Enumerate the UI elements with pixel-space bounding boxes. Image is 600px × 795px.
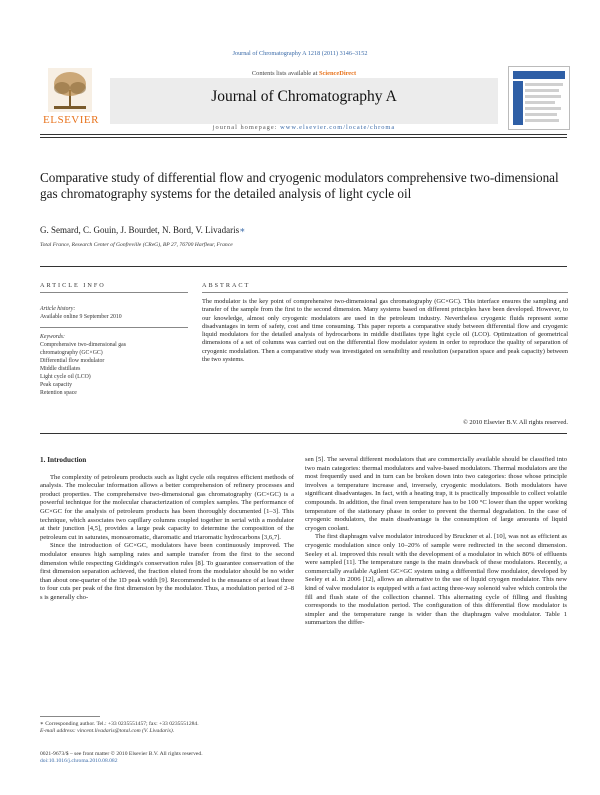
section-heading-introduction: 1. Introduction (40, 456, 87, 464)
header-divider (40, 134, 567, 135)
publisher-name: ELSEVIER (43, 114, 99, 126)
body-paragraph: Since the introduction of GC×GC, modulators have been continuously improved. The modulator ensures high sampling rates and sample transfer from the first to the second dimension while respecting Giddings's conservation rules [8]. To guarantee conservation of the first dimension separation achieved, the fraction eluted from the modulator should be no wider than about one-quarter of the 1D peak width [9]. Recommended is the ensuance of at least three to four cuts per peak of the first dimension by the modulator. Thus, a modulation period of 2–8 s is generally cho- (40, 542, 294, 601)
cover-title-bar (513, 71, 565, 79)
footnote (40, 721, 294, 735)
keyword-item: Middle distillates (40, 365, 81, 372)
article-info-rule (40, 292, 188, 293)
abstract-rule (202, 292, 568, 293)
doi-link[interactable]: doi:10.1016/j.chroma.2010.08.082 (40, 758, 118, 765)
elsevier-tree-icon (48, 68, 92, 112)
header-divider-thin (40, 137, 567, 138)
issn-block (40, 751, 294, 765)
abstract-text: The modulator is the key point of comprehensive two-dimensional gas chromatography (GC×GC). This interface ensures the sampling and transfer of the sample from the first to the second dimension. Many systems based on different principles have been developed. However, to our knowledge, almost only cryogenic modulators are used in the petroleum industry. Nevertheless cryogenic fluids represent some disadvantages in term of safety, cost and time consuming. This paper reports a comparative study between differential flow and cryogenic liquid modulators for the detailed analysis of hydrocarbons in middle distillates type light cycle oil (LCO). Optimization of geometrical dimensions of a set of columns was carried out on the differential flow modulator system in order to reproduce the quality of separation of cryogenic modulation. Then a comparative study was investigated on sensibility and resolution (separation space and peak capacity) between the two systems. (202, 298, 568, 364)
keyword-item: Retention space (40, 389, 77, 396)
email-footnote[interactable]: E-mail address: vincent.livadaris@total.com (V. Livadaris). (40, 728, 175, 735)
history-label: Article history: (40, 306, 76, 312)
keyword-item: chromatography (GC×GC) (40, 349, 103, 356)
journal-name: Journal of Chromatography A (211, 88, 397, 105)
journal-cover-thumbnail[interactable] (508, 66, 570, 130)
keyword-item: Differential flow modulator (40, 357, 105, 364)
copyright-notice: © 2010 Elsevier B.V. All rights reserved. (462, 419, 568, 426)
body-paragraph: The complexity of petroleum products such as light cycle oils requires efficient methods of analysis. The molecular information allows a better comprehension of refinery processes and product properties. The comprehensive two-dimensional gas chromatography (GC×GC) is a powerful technique for the molecular characterization of complex samples. The performance of GC×GC for the analysis of petroleum products has been thoroughly documented [1–3]. This technique, which associates two capillary columns coupled together in serial with a modulator at their junction [4,5], provides a large peak capacity to determine the composition of the petroleum cut in saturates, monoaromatic, diaromatic and triaromatic hydrocarbons [3,6,7]. (40, 473, 294, 541)
body-paragraph: The first diaphragm valve modulator introduced by Bruckner et al. [10], was not as efficient as cryogenic modulation since only 10–20% of sample were redirected in the second dimension. Seeley et al. improved this result with the development of a modulator in which 80% of effluents were sampled [11]. The temperature range is the main drawback of these modulators. Recently, a commercially available Agilent GC×GC system using a differential flow modulator, developed by Seeley et al. in 2006 [12], allows an alternative to the use of liquid cryogen modulator. This new kind of valve modulator is equipped with a fast acting three-way solenoid valve which controls the fill and flush state of the collection channel. This alternating cycle of filling and flushing corresponds to the modulation period. The configuration of this differential flow modulator is simpler and the temperature range is wider than the diaphragm valve modulator. Table 1 summarizes the differ- (305, 533, 567, 627)
contents-prefix: Contents lists available at (251, 70, 318, 77)
body-column-right (305, 456, 567, 628)
history-value: Available online 9 September 2010 (40, 314, 122, 320)
keyword-item: Peak capacity (40, 381, 73, 388)
article-info-panel (40, 305, 188, 397)
article-authors (40, 225, 570, 236)
homepage-link[interactable]: www.elsevier.com/locate/chroma (280, 124, 396, 131)
article-info-heading: ARTICLE INFO (40, 282, 106, 289)
issn-line: 0021-9673/$ – see front matter © 2010 Elsevier B.V. All rights reserved. (40, 751, 203, 757)
journal-header (40, 66, 567, 130)
author-list: G. Semard, C. Gouin, J. Bourdet, N. Bord, V. Livadaris (40, 225, 240, 235)
cover-graphic-icon (513, 81, 565, 125)
corresponding-author-footnote: ∗ Corresponding author. Tel.: +33 0235551457; fax: +33 0235551284. (40, 721, 199, 727)
abstract-heading: ABSTRACT (202, 282, 251, 289)
body-paragraph: sen [5]. The several different modulators that are commercially available should be classified into two main categories: thermal modulators and valve-based modulators. Thermal modulators are the most frequently used and in turn can be broken down into two categories: those whose principle involves a temperature increase and, inversely, cryogenic modulators. Both modulators have significant disadvantages. In fact, with a heating trap, it is practically impossible to collect volatile compounds. In addition, the final oven temperature has to be 100 °C lower than the upper working temperature of the stationary phase in order to prevent the thermal degradation. In the case of cryogenic modulators, the main disadvantage is the consumption of large amounts of liquid cryogen coolant. (305, 456, 567, 532)
keywords-rule (40, 327, 188, 328)
corresponding-author-mark[interactable]: ∗ (239, 225, 246, 235)
abstract-bottom-rule (40, 433, 567, 434)
keywords-label: Keywords: (40, 333, 65, 340)
author-affiliation: Total France, Research Center of Gonfreville (CReG), BP 27, 76700 Harfleur, France (40, 242, 233, 248)
keyword-item: Light cycle oil (LCO) (40, 373, 91, 380)
elsevier-logo[interactable] (40, 68, 102, 128)
body-column-left (40, 456, 294, 603)
keyword-item: Comprehensive two-dimensional gas (40, 341, 126, 348)
affiliation-divider (40, 266, 567, 267)
article-title: Comparative study of differential flow and cryogenic modulators comprehensive two-dimensional gas chromatography systems for the detailed analysis of light cycle oil (40, 170, 559, 202)
footnote-rule (40, 716, 100, 717)
journal-name-box (110, 78, 498, 131)
journal-citation[interactable]: Journal of Chromatography A 1218 (2011) 3146–3152 (232, 50, 368, 57)
homepage-prefix: journal homepage: (212, 124, 278, 131)
sciencedirect-link[interactable]: ScienceDirect (318, 70, 357, 77)
contents-available-line (110, 70, 498, 77)
